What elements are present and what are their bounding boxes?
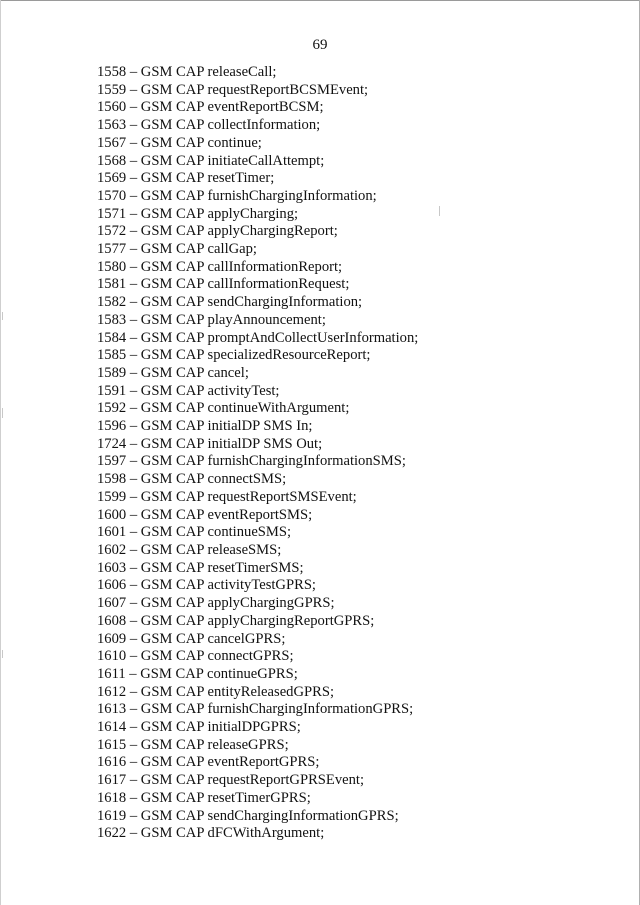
list-item: 1615 – GSM CAP releaseGPRS; [97, 736, 289, 753]
list-item: 1570 – GSM CAP furnishChargingInformation; [97, 187, 377, 204]
list-item: 1603 – GSM CAP resetTimerSMS; [97, 559, 304, 576]
list-item: 1567 – GSM CAP continue; [97, 134, 262, 151]
list-item: 1611 – GSM CAP continueGPRS; [97, 665, 298, 682]
list-item: 1610 – GSM CAP connectGPRS; [97, 648, 294, 665]
list-item: 1568 – GSM CAP initiateCallAttempt; [97, 152, 325, 169]
list-item: 1600 – GSM CAP eventReportSMS; [97, 506, 313, 523]
list-item: 1606 – GSM CAP activityTestGPRS; [97, 577, 316, 594]
list-item: 1613 – GSM CAP furnishChargingInformationGPRS; [97, 701, 414, 718]
list-item: 1591 – GSM CAP activityTest; [97, 382, 280, 399]
list-item: 1581 – GSM CAP callInformationRequest; [97, 276, 350, 293]
list-item: 1577 – GSM CAP callGap; [97, 241, 257, 258]
scan-mark [2, 408, 3, 418]
page-left-edge [0, 0, 1, 905]
list-item: 1612 – GSM CAP entityReleasedGPRS; [97, 683, 335, 700]
list-item: 1724 – GSM CAP initialDP SMS Out; [97, 435, 323, 452]
list-item: 1601 – GSM CAP continueSMS; [97, 524, 292, 541]
list-item: 1585 – GSM CAP specializedResourceReport; [97, 347, 371, 364]
list-item: 1598 – GSM CAP connectSMS; [97, 471, 287, 488]
list-item: 1582 – GSM CAP sendChargingInformation; [97, 294, 363, 311]
scan-mark [2, 312, 3, 320]
list-item: 1560 – GSM CAP eventReportBCSM; [97, 99, 324, 116]
list-item: 1616 – GSM CAP eventReportGPRS; [97, 754, 320, 771]
list-item: 1609 – GSM CAP cancelGPRS; [97, 630, 286, 647]
list-item: 1583 – GSM CAP playAnnouncement; [97, 311, 326, 328]
list-item: 1599 – GSM CAP requestReportSMSEvent; [97, 488, 357, 505]
operation-code-list [97, 64, 418, 843]
page-top-edge [0, 0, 640, 1]
list-item: 1619 – GSM CAP sendChargingInformationGPRS; [97, 807, 399, 824]
list-item: 1608 – GSM CAP applyChargingReportGPRS; [97, 612, 375, 629]
list-item: 1602 – GSM CAP releaseSMS; [97, 541, 282, 558]
list-item: 1563 – GSM CAP collectInformation; [97, 117, 321, 134]
list-item: 1571 – GSM CAP applyCharging; [97, 205, 299, 222]
list-item: 1597 – GSM CAP furnishChargingInformationSMS; [97, 453, 406, 470]
list-item: 1589 – GSM CAP cancel; [97, 364, 249, 381]
list-item: 1592 – GSM CAP continueWithArgument; [97, 400, 350, 417]
list-item: 1580 – GSM CAP callInformationReport; [97, 258, 343, 275]
list-item: 1622 – GSM CAP dFCWithArgument; [97, 825, 325, 842]
list-item: 1617 – GSM CAP requestReportGPRSEvent; [97, 772, 365, 789]
list-item: 1558 – GSM CAP releaseCall; [97, 64, 277, 80]
scan-mark [439, 206, 440, 216]
list-item: 1584 – GSM CAP promptAndCollectUserInformation; [97, 329, 419, 346]
list-item: 1559 – GSM CAP requestReportBCSMEvent; [97, 81, 369, 98]
list-item: 1618 – GSM CAP resetTimerGPRS; [97, 789, 311, 806]
page-number: 69 [312, 37, 328, 53]
scan-mark [2, 650, 3, 658]
list-item: 1569 – GSM CAP resetTimer; [97, 170, 275, 187]
list-item: 1596 – GSM CAP initialDP SMS In; [97, 418, 313, 435]
list-item: 1607 – GSM CAP applyChargingGPRS; [97, 595, 335, 612]
list-item: 1572 – GSM CAP applyChargingReport; [97, 223, 338, 240]
list-item: 1614 – GSM CAP initialDPGPRS; [97, 719, 301, 736]
